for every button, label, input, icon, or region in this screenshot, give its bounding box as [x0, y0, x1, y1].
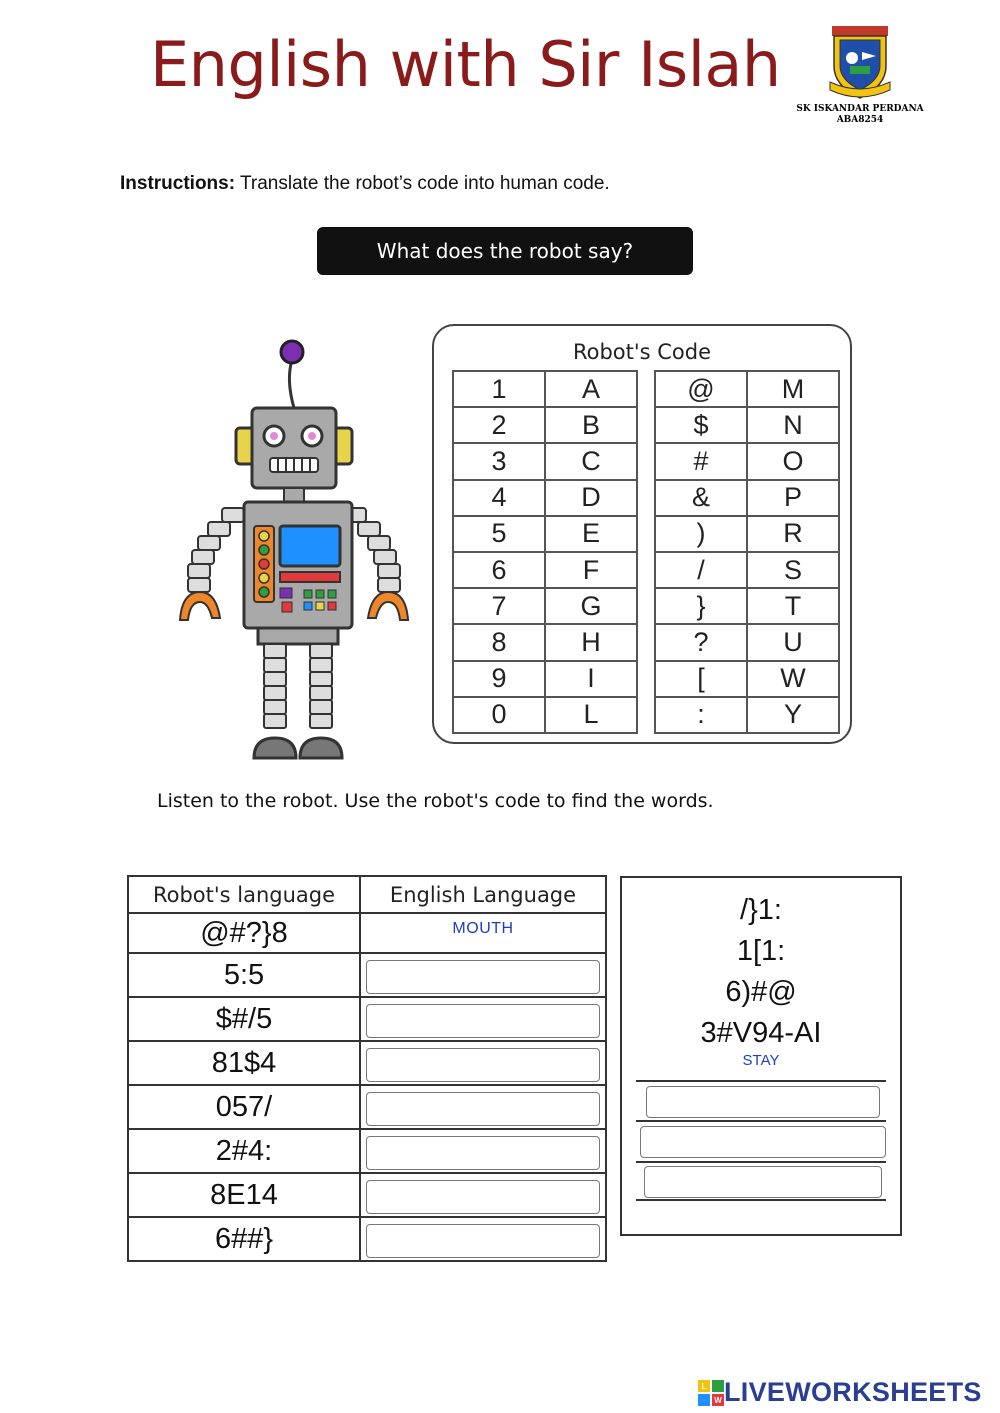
- school-crest-logo: [824, 22, 896, 104]
- code-letter: C: [545, 443, 637, 479]
- sentence-panel: [620, 876, 902, 1236]
- table-row: [128, 1129, 606, 1173]
- code-row: [453, 624, 637, 660]
- code-letter: L: [545, 697, 637, 733]
- code-letter: G: [545, 588, 637, 624]
- robot-code-cell: 81$4: [128, 1041, 360, 1085]
- code-letter: I: [545, 661, 637, 697]
- robots-code-title: Robot's Code: [572, 340, 712, 364]
- code-row: [655, 624, 839, 660]
- code-symbol: &: [655, 480, 747, 516]
- code-symbol: 9: [453, 661, 545, 697]
- code-row: [655, 697, 839, 733]
- code-letter: N: [747, 407, 839, 443]
- code-row: [655, 661, 839, 697]
- code-row: [453, 371, 637, 407]
- code-letter: W: [747, 661, 839, 697]
- code-symbol: 4: [453, 480, 545, 516]
- school-badge: [790, 22, 930, 126]
- code-row: [453, 516, 637, 552]
- divider: [636, 1120, 886, 1122]
- code-symbol: #: [655, 443, 747, 479]
- answer-input[interactable]: [366, 1136, 600, 1170]
- code-table-right: [654, 370, 840, 734]
- listen-instruction: Listen to the robot. Use the robot's code to find the words.: [157, 790, 714, 812]
- answer-cell: [360, 1217, 606, 1261]
- answer-input[interactable]: [366, 960, 600, 994]
- table-row: [128, 997, 606, 1041]
- code-letter: F: [545, 552, 637, 588]
- code-letter: B: [545, 407, 637, 443]
- code-row: [655, 407, 839, 443]
- table-header-row: [128, 876, 606, 913]
- code-letter: U: [747, 624, 839, 660]
- code-symbol: 7: [453, 588, 545, 624]
- answer-cell: [360, 1173, 606, 1217]
- table-row: [128, 913, 606, 953]
- logo-letter-l: L: [701, 1381, 707, 1391]
- sentence-answer-text: STAY: [742, 1052, 780, 1069]
- code-symbol: }: [655, 588, 747, 624]
- instructions-text: Translate the robot’s code into human code.: [240, 173, 610, 194]
- table-row: [128, 1041, 606, 1085]
- robot-code-cell: 5:5: [128, 953, 360, 997]
- sentence-code-line: 3#V94-AI: [700, 1017, 822, 1049]
- code-symbol: @: [655, 371, 747, 407]
- robot-code-cell: $#/5: [128, 997, 360, 1041]
- code-row: [655, 516, 839, 552]
- table-row: [128, 1085, 606, 1129]
- sentence-code-lines: [622, 890, 900, 1069]
- code-symbol: ?: [655, 624, 747, 660]
- code-symbol: $: [655, 407, 747, 443]
- code-symbol: ): [655, 516, 747, 552]
- code-row: [655, 588, 839, 624]
- code-symbol: 8: [453, 624, 545, 660]
- code-symbol: 3: [453, 443, 545, 479]
- code-row: [655, 371, 839, 407]
- translation-table: [127, 875, 607, 1262]
- sentence-code-line: /}1:: [740, 894, 782, 926]
- robot-code-cell: @#?}8: [128, 913, 360, 953]
- school-name: SK ISKANDAR PERDANA: [796, 104, 924, 114]
- code-row: [453, 697, 637, 733]
- code-symbol: 0: [453, 697, 545, 733]
- answer-input[interactable]: [366, 1048, 600, 1082]
- code-letter: S: [747, 552, 839, 588]
- school-code: ABA8254: [836, 115, 884, 125]
- code-letter: M: [747, 371, 839, 407]
- answer-cell: [360, 913, 606, 953]
- answer-input[interactable]: [366, 1092, 600, 1126]
- answer-text: MOUTH: [452, 920, 514, 938]
- code-letter: E: [545, 516, 637, 552]
- code-letter: D: [545, 480, 637, 516]
- code-row: [453, 407, 637, 443]
- code-letter: O: [747, 443, 839, 479]
- table-row: [128, 953, 606, 997]
- robot-code-cell: 8E14: [128, 1173, 360, 1217]
- code-letter: H: [545, 624, 637, 660]
- code-row: [453, 480, 637, 516]
- code-symbol: :: [655, 697, 747, 733]
- answer-input[interactable]: [366, 1224, 600, 1258]
- code-symbol: 2: [453, 407, 545, 443]
- code-row: [655, 480, 839, 516]
- robot-illustration: [168, 330, 428, 775]
- code-row: [655, 552, 839, 588]
- header-robots-language: Robot's language: [128, 876, 360, 913]
- code-symbol: 5: [453, 516, 545, 552]
- question-banner: What does the robot say?: [317, 227, 693, 275]
- table-row: [128, 1173, 606, 1217]
- robot-code-cell: 2#4:: [128, 1129, 360, 1173]
- answer-input[interactable]: [366, 1180, 600, 1214]
- page-title: English with Sir Islah: [150, 28, 781, 101]
- instructions-label: Instructions:: [120, 173, 236, 194]
- code-letter: Y: [747, 697, 839, 733]
- answer-cell: [360, 1085, 606, 1129]
- code-symbol: /: [655, 552, 747, 588]
- code-row: [655, 443, 839, 479]
- brand-name: LIVEWORKSHEETS: [724, 1377, 982, 1407]
- answer-cell: [360, 1041, 606, 1085]
- code-row: [453, 588, 637, 624]
- table-row: [128, 1217, 606, 1261]
- answer-cell: [360, 1129, 606, 1173]
- code-letter: T: [747, 588, 839, 624]
- liveworksheets-brand: [698, 1377, 982, 1408]
- sentence-answer-input[interactable]: [646, 1086, 880, 1118]
- divider: [636, 1199, 886, 1201]
- sentence-code-line: 1[1:: [736, 935, 786, 967]
- code-row: [453, 552, 637, 588]
- answer-input[interactable]: [366, 1004, 600, 1038]
- divider: [636, 1161, 886, 1163]
- code-letter: A: [545, 371, 637, 407]
- header-english-language: English Language: [360, 876, 606, 913]
- code-symbol: [: [655, 661, 747, 697]
- code-symbol: 1: [453, 371, 545, 407]
- robot-code-cell: 057/: [128, 1085, 360, 1129]
- code-letter: R: [747, 516, 839, 552]
- code-table-left: [452, 370, 638, 734]
- code-letter: P: [747, 480, 839, 516]
- code-symbol: 6: [453, 552, 545, 588]
- answer-cell: [360, 953, 606, 997]
- sentence-answer-input[interactable]: [640, 1126, 886, 1158]
- liveworksheets-logo-icon: [698, 1380, 724, 1406]
- sentence-answer-input[interactable]: [644, 1166, 882, 1198]
- code-row: [453, 443, 637, 479]
- code-row: [453, 661, 637, 697]
- instructions: [120, 173, 610, 195]
- divider: [636, 1080, 886, 1082]
- robots-code-panel: [432, 324, 852, 744]
- logo-letter-w: W: [714, 1395, 722, 1405]
- answer-cell: [360, 997, 606, 1041]
- robot-code-cell: 6##}: [128, 1217, 360, 1261]
- sentence-code-line: 6)#@: [725, 976, 797, 1008]
